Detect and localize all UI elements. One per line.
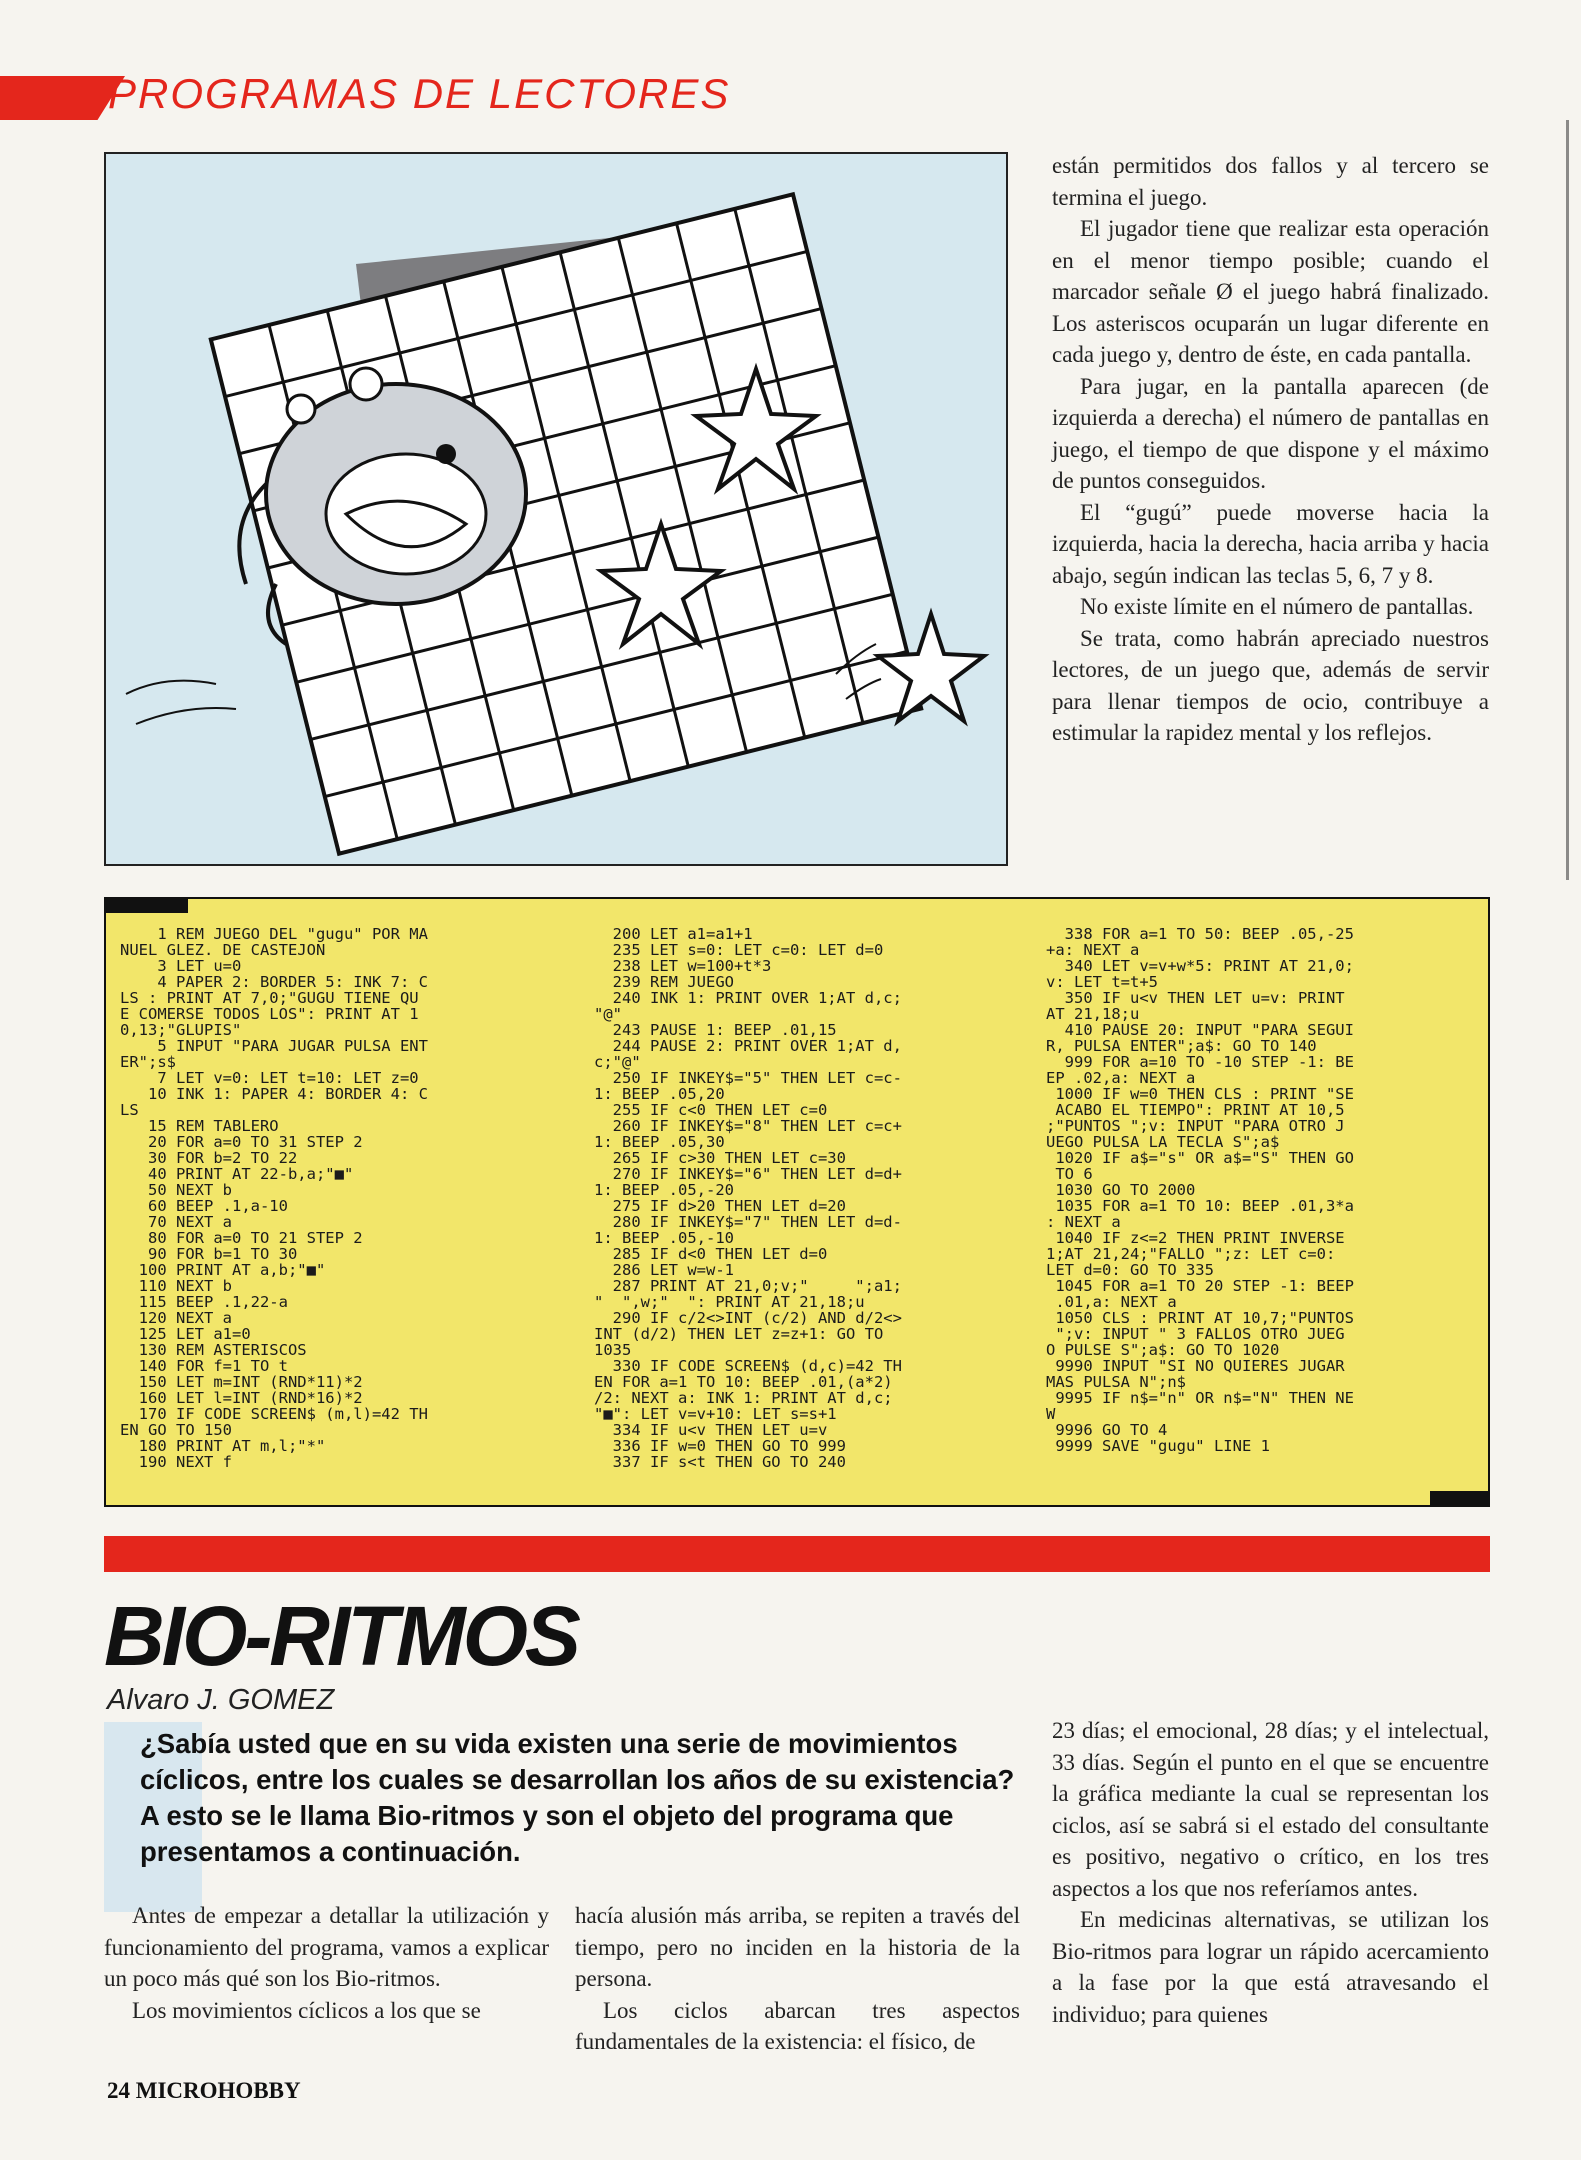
article-column-1 (104, 1900, 549, 2026)
article-divider-bar (104, 1536, 1490, 1572)
section-title: PROGRAMAS DE LECTORES (108, 70, 731, 117)
article-column-2 (575, 1900, 1020, 2058)
section-header-accent (0, 76, 125, 120)
article-title: BIO-RITMOS (104, 1589, 578, 1683)
listing-column-2: 200 LET a1=a1+1 235 LET s=0: LET c=0: LET d=0 238 LET w=100+t*3 239 REM JUEGO 240 INK 1: PRINT OVER 1;AT d,c; "@" 243 PAUSE 1: BEEP .01,15 244 PAUSE 2: PRINT OVER 1;AT d, c;"@" 250 IF INKEY$="5" THEN LET c=c- 1: BEEP .05,20 255 IF c<0 THEN LET c=0 260 IF INKEY$="8" THEN LET c=c+ 1: BEEP .05,30 265 IF c>30 THEN LET c=30 270 IF INKEY$="6" THEN LET d=d+ 1: BEEP .05,-20 275 IF d>20 THEN LET d=20 280 IF INKEY$="7" THEN LET d=d- 1: BEEP .05,-10 285 IF d<0 THEN LET d=0 286 LET w=w-1 287 PRINT AT 21,0;v;" ";a1; " ",w;" ": PRINT AT 21,18;u 290 IF c/2<>INT (c/2) AND d/2<> INT (d/2) THEN LET z=z+1: GO TO 1035 330 IF CODE SCREEN$ (d,c)=42 TH EN FOR a=1 TO 10: BEEP .01,(a*2) /2: NEXT a: INK 1: PRINT AT d,c; "■": LET v=v+10: LET s=s+1 334 IF u<v THEN LET u=v 336 IF w=0 THEN GO TO 999 337 IF s<t THEN GO TO 240 (594, 925, 902, 1471)
page-edge-line (1566, 120, 1569, 880)
listing-corner-bar (104, 897, 188, 913)
paragraph: 23 días; el emocional, 28 días; y el intelectual, 33 días. Según el punto en el que se encuentre la gráfica mediante la cual se representan los ciclos, así se sabrá si el estado del consultante es positivo, negativo o crítico, en los tres aspectos a los que nos referíamos antes. (1052, 1718, 1489, 1901)
listing-column-1: 1 REM JUEGO DEL "gugu" POR MA NUEL GLEZ. DE CASTEJON 3 LET u=0 4 PAPER 2: BORDER 5: INK 7: C LS : PRINT AT 7,0;"GUGU TIENE QU E COMERSE TODOS LOS": PRINT AT 1 0,13;"GLUPIS" 5 INPUT "PARA JUGAR PULSA ENT ER";s$ 7 LET v=0: LET t=10: LET z=0 10 INK 1: PAPER 4: BORDER 4: C LS 15 REM TABLERO 20 FOR a=0 TO 31 STEP 2 30 FOR b=2 TO 22 40 PRINT AT 22-b,a;"■" 50 NEXT b 60 BEEP .1,a-10 70 NEXT a 80 FOR a=0 TO 21 STEP 2 90 FOR b=1 TO 30 100 PRINT AT a,b;"■" 110 NEXT b 115 BEEP .1,22-a 120 NEXT a 125 LET a1=0 130 REM ASTERISCOS 140 FOR f=1 TO t 150 LET m=INT (RND*11)*2 160 LET l=INT (RND*16)*2 170 IF CODE SCREEN$ (m,l)=42 TH EN GO TO 150 180 PRINT AT m,l;"*" 190 NEXT f (120, 925, 428, 1471)
paragraph: En medicinas alternativas, se utilizan los Bio-ritmos para lograr un rápido acercamiento a la fase por la que está atravesando el individuo; para quienes (1052, 1907, 1489, 2027)
paragraph: El “gugú” puede moverse hacia la izquierda, hacia la derecha, hacia arriba y hacia abajo, según indican las teclas 5, 6, 7 y 8. (1052, 499, 1489, 588)
paragraph: Los movimientos cíclicos a los que se (132, 1997, 481, 2023)
right-column-text (1052, 150, 1489, 749)
paragraph: Para jugar, en la pantalla aparecen (de izquierda a derecha) el número de pantallas en juego, el tiempo de que dispone y el máximo de puntos conseguidos. (1052, 373, 1489, 493)
paragraph: El jugador tiene que realizar esta operación en el menor tiempo posible; cuando el marcador señale Ø el juego habrá finalizado. Los asteriscos ocuparán un lugar diferente en cada juego y, dentro de éste, en cada pantalla. (1052, 216, 1489, 367)
listing-column-3: 338 FOR a=1 TO 50: BEEP .05,-25 +a: NEXT a 340 LET v=v+w*5: PRINT AT 21,0; v: LET t=t+5 350 IF u<v THEN LET u=v: PRINT AT 21,18;u 410 PAUSE 20: INPUT "PARA SEGUI R, PULSA ENTER";a$: GO TO 140 999 FOR a=10 TO -10 STEP -1: BE EP .02,a: NEXT a 1000 IF w=0 THEN CLS : PRINT "SE ACABO EL TIEMPO": PRINT AT 10,5 ;"PUNTOS ";v: INPUT "PARA OTRO J UEGO PULSA LA TECLA S";a$ 1020 IF a$="s" OR a$="S" THEN GO TO 6 1030 GO TO 2000 1035 FOR a=1 TO 10: BEEP .01,3*a : NEXT a 1040 IF z<=2 THEN PRINT INVERSE 1;AT 21,24;"FALLO ";z: LET c=0: LET d=0: GO TO 335 1045 FOR a=1 TO 20 STEP -1: BEEP .01,a: NEXT a 1050 CLS : PRINT AT 10,7;"PUNTOS ";v: INPUT " 3 FALLOS OTRO JUEG O PULSE S";a$: GO TO 1020 9990 INPUT "SI NO QUIERES JUGAR MAS PULSA N";n$ 9995 IF n$="n" OR n$="N" THEN NE W 9996 GO TO 4 9999 SAVE "gugu" LINE 1 (1046, 925, 1354, 1455)
paragraph: Antes de empezar a detallar la utilización y funcionamiento del programa, vamos a explicar un poco más qué son los Bio-ritmos. (104, 1903, 549, 1991)
game-illustration (104, 152, 1008, 866)
paragraph: Los ciclos abarcan tres aspectos fundamentales de la existencia: el físico, de (575, 1997, 1020, 2054)
article-lead: ¿Sabía usted que en su vida existen una serie de movimientos cíclicos, entre los cuales se desarrollan los años de su existencia? A esto se le llama Bio-ritmos y son el objeto del programa que presentamos a continuación. (140, 1728, 1015, 1867)
paragraph: están permitidos dos fallos y al tercero se termina el juego. (1052, 153, 1489, 210)
paragraph: No existe límite en el número de pantallas. (1080, 594, 1474, 619)
article-column-3 (1052, 1715, 1489, 2030)
article-author: Alvaro J. GOMEZ (107, 1684, 335, 1716)
listing-corner-bar (1430, 1491, 1490, 1507)
illustration-drawing (106, 154, 1006, 864)
page-footer: 24 MICROHOBBY (107, 2078, 301, 2103)
paragraph: Se trata, como habrán apreciado nuestros lectores, de un juego que, además de servir para llenar tiempos de ocio, contribuye a estimular la rapidez mental y los reflejos. (1052, 625, 1489, 745)
paragraph: hacía alusión más arriba, se repiten a través del tiempo, pero no inciden en la historia de la persona. (575, 1903, 1020, 1991)
